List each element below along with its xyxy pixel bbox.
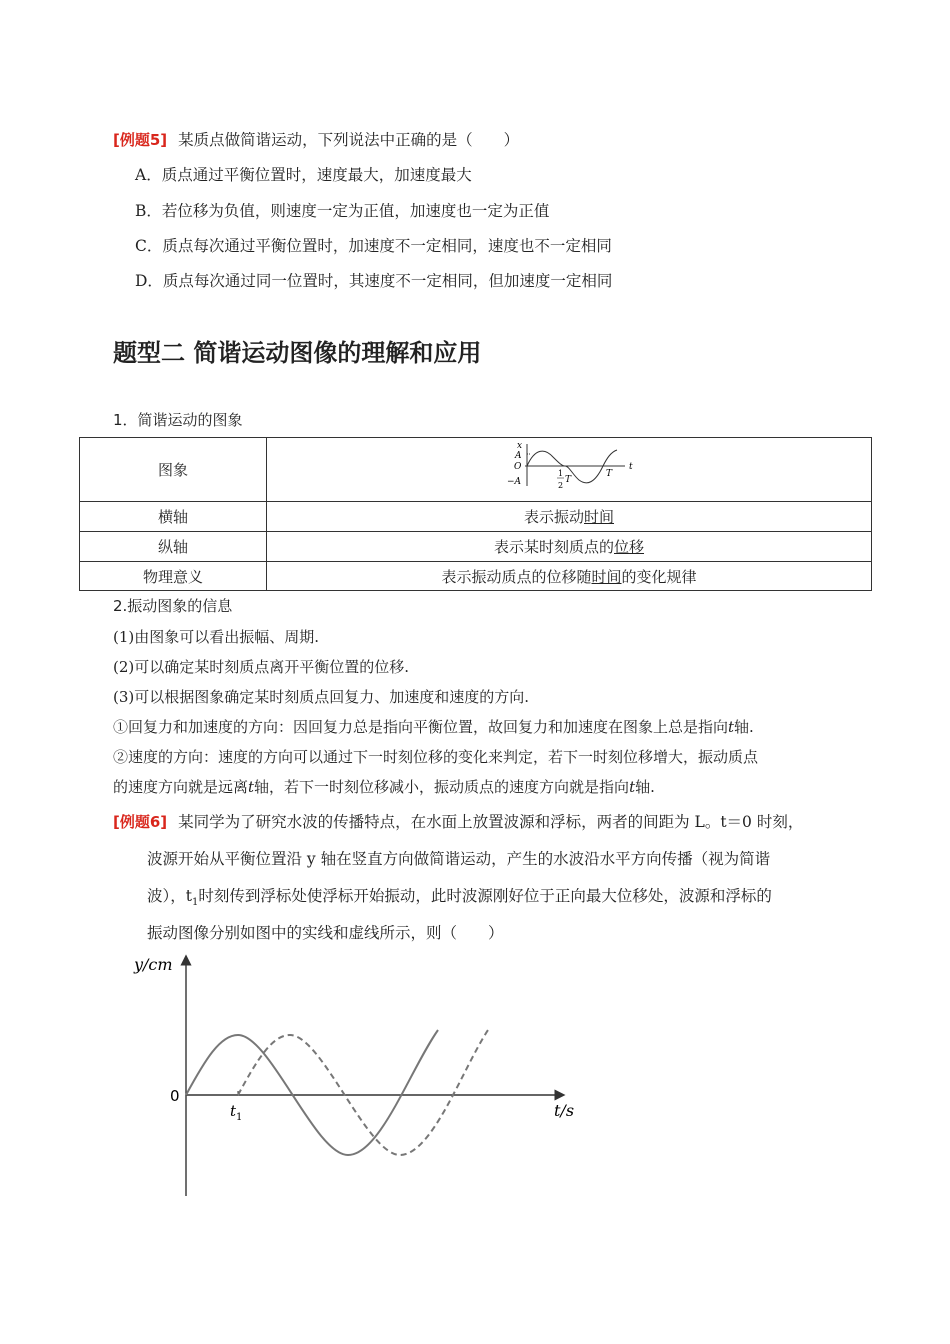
t1-main: t — [230, 1102, 237, 1120]
text: 时刻传到浮标处使浮标开始振动，此时波源刚好位于正向最大位移处，波源和浮标的 — [198, 887, 772, 905]
option-d: D．质点每次通过同一位置时，其速度不一定相同，但加速度一定相同 — [135, 272, 613, 290]
example-6-line-4: 振动图像分别如图中的实线和虚线所示，则（ ） — [147, 924, 504, 942]
example-5-question: 某质点做简谐运动，下列说法中正确的是（ ） — [178, 131, 520, 149]
mini-t-label: t — [629, 462, 633, 472]
t-axis-label: t/s — [554, 1101, 575, 1120]
subscript: 1 — [191, 897, 199, 909]
option-b: B．若位移为负值，则速度一定为正值，加速度也一定为正值 — [135, 202, 550, 220]
source-solid-curve — [186, 1030, 438, 1155]
mini-full-t: T — [606, 469, 613, 479]
mini-half-num: 1 — [558, 469, 564, 478]
text: 某同学为了研究水波的传播特点，在水面上放置波源和浮标，两者的间距为 L。t＝0 时刻， — [178, 813, 804, 831]
example-6-line-1 — [113, 810, 803, 832]
cell-underlined-text: 时间 — [591, 567, 622, 586]
cell-text: 的变化规律 — [621, 567, 697, 586]
mini-half-den: 2 — [558, 481, 564, 490]
cell-text: 表示某时刻质点的 — [493, 538, 614, 556]
row-value-graph — [267, 438, 872, 502]
option-c: C．质点每次通过平衡位置时，加速度不一定相同，速度也不一定相同 — [135, 237, 612, 255]
cell-text: 表示振动 — [523, 508, 584, 526]
info-item-2: (2)可以确定某时刻质点离开平衡位置的位移. — [113, 658, 410, 676]
t-symbol: t — [248, 778, 255, 796]
row-label-x-axis: 横轴 — [80, 502, 267, 532]
example-6-line-2: 波源开始从平衡位置沿 y 轴在竖直方向做简谐运动，产生的水波沿水平方向传播（视为简谐 — [147, 850, 771, 868]
example-6-tag: [例题6] — [113, 813, 168, 831]
origin-label: 0 — [170, 1087, 180, 1105]
text: 轴. — [734, 718, 754, 736]
row-value-x-axis — [267, 502, 872, 532]
text: 波），t — [147, 887, 192, 905]
table-row — [80, 438, 872, 502]
subsection-2-title: 2.振动图象的信息 — [113, 597, 233, 615]
mini-half-t: T — [565, 475, 572, 485]
row-label-meaning: 物理意义 — [80, 562, 267, 591]
vibration-graph — [120, 950, 600, 1205]
info-item-3: (3)可以根据图象确定某时刻质点回复力、加速度和速度的方向. — [113, 688, 530, 706]
table-row — [80, 502, 872, 532]
mini-amp-pos: A — [515, 451, 522, 461]
text: 轴. — [635, 778, 655, 796]
table-row — [80, 562, 872, 591]
row-value-meaning — [267, 562, 872, 591]
text: ①回复力和加速度的方向：因回复力总是指向平衡位置，故回复力和加速度在图象上总是指向 — [113, 718, 729, 736]
section-heading: 题型二 简谐运动图像的理解和应用 — [113, 339, 482, 367]
info-item-5a: ②速度的方向：速度的方向可以通过下一时刻位移的变化来判定，若下一时刻位移增大，振动质点 — [113, 748, 759, 766]
cell-underlined-text: 位移 — [614, 538, 645, 556]
t-symbol: t — [728, 718, 735, 736]
table-row — [80, 532, 872, 562]
mini-amp-neg: −A — [507, 477, 522, 487]
example-6-line-3 — [147, 884, 772, 908]
row-value-y-axis — [267, 532, 872, 562]
option-a: A．质点通过平衡位置时，速度最大，加速度最大 — [135, 166, 472, 184]
row-label-y-axis: 纵轴 — [80, 532, 267, 562]
row-label-graph: 图象 — [80, 438, 267, 502]
example-5-tag: [例题5] — [113, 131, 168, 149]
info-item-5b — [113, 776, 655, 797]
mini-sine-graph — [507, 438, 647, 498]
t1-sub: 1 — [236, 1112, 243, 1123]
t1-label — [230, 1102, 242, 1123]
t-symbol: t — [629, 778, 636, 796]
mini-origin: O — [514, 462, 522, 472]
info-item-1: (1)由图象可以看出振幅、周期. — [113, 628, 320, 646]
cell-underlined-text: 时间 — [584, 508, 615, 526]
info-item-4 — [113, 716, 754, 737]
text: 轴，若下一时刻位移减小，振动质点的速度方向就是指向 — [254, 778, 630, 796]
example-5-stem — [113, 128, 519, 150]
subsection-1-title: 1．简谐运动的图象 — [113, 411, 243, 429]
cell-text: 表示振动质点的位移随 — [441, 567, 592, 586]
text: 的速度方向就是远离 — [113, 778, 249, 796]
shm-graph-table — [79, 437, 872, 591]
y-axis-label: y/cm — [134, 955, 173, 974]
mini-y-label: x — [517, 441, 523, 451]
buoy-dashed-curve — [238, 1030, 488, 1155]
